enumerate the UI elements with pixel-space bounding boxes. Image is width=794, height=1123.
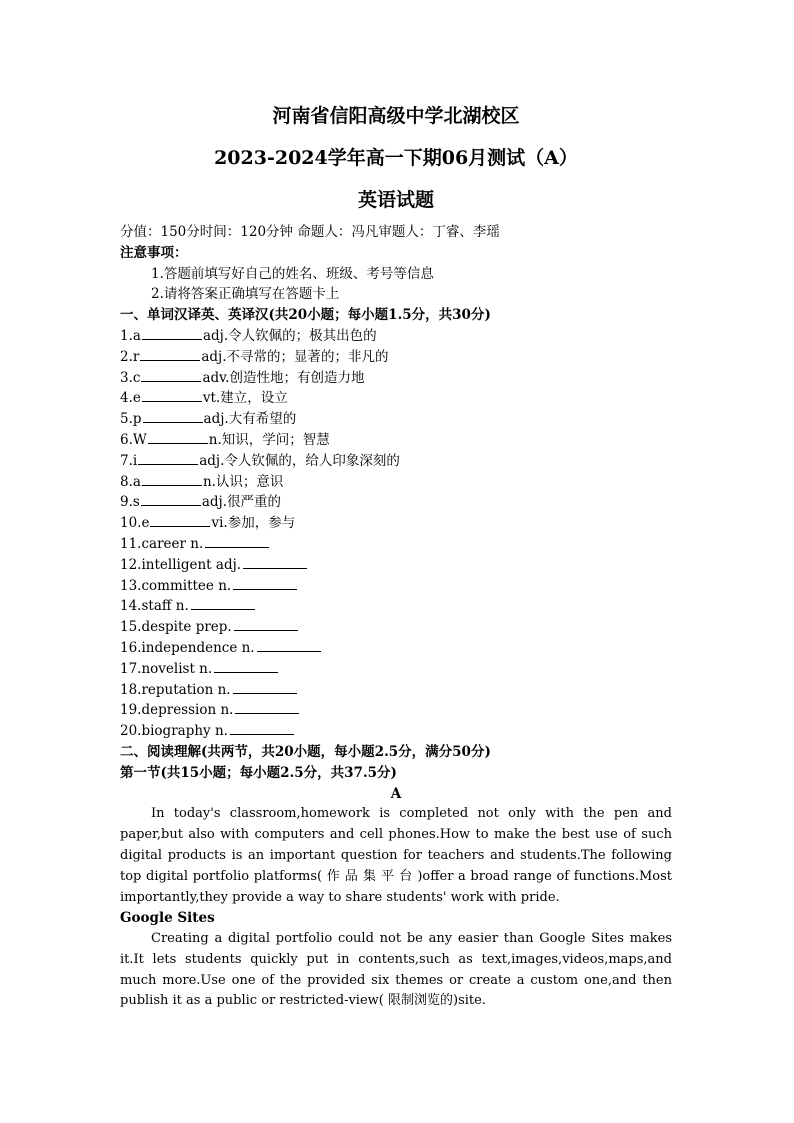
answer-blank[interactable] xyxy=(214,659,278,673)
answer-blank[interactable] xyxy=(233,680,297,694)
vocab-word: 17.novelist n. xyxy=(120,660,213,677)
answer-blank[interactable] xyxy=(243,555,307,569)
answer-blank[interactable] xyxy=(141,368,201,382)
exam-title: 2023-2024学年高一下期06月测试（A） xyxy=(214,147,578,169)
vocab-item xyxy=(120,409,672,430)
vocab-prefix: 3.c xyxy=(120,369,141,386)
vocab-hint: n.知识，学问；智慧 xyxy=(208,431,330,448)
vocab-item xyxy=(120,534,672,555)
passage-paragraph-1: In today's classroom,homework is completed not only with the pen and paper,but also with computers and cell phones.How to make the best use of such digital products is an important question for teachers and students.The following top digital portfolio platforms( 作 品 集 平 台 )offer a broad range of functions.Most importantly,they provide a way to share students' work with pride. xyxy=(120,806,672,905)
answer-blank[interactable] xyxy=(235,700,299,714)
vocab-en-list xyxy=(120,534,672,742)
passage-paragraph-2: Creating a digital portfolio could not be any easier than Google Sites makes it.It lets students quickly put in contents,such as text,images,videos,maps,and much more.Use one of the provided six themes or create a custom one,and then publish it as a public or restricted-view( 限制浏览的)site. xyxy=(120,931,672,1009)
vocab-hint: adj.不寻常的；显著的；非凡的 xyxy=(201,348,389,365)
school-title: 河南省信阳高级中学北湖校区 xyxy=(272,105,520,127)
vocab-word: 16.independence n. xyxy=(120,639,255,656)
vocab-item xyxy=(120,388,672,409)
vocab-word: 14.staff n. xyxy=(120,598,189,615)
vocab-item xyxy=(120,596,672,617)
vocab-word: 11.career n. xyxy=(120,535,204,552)
vocab-hint: adv.创造性地；有创造力地 xyxy=(202,369,365,386)
exam-page xyxy=(120,104,672,1012)
vocab-prefix: 1.a xyxy=(120,327,141,344)
vocab-hint: adj.大有希望的 xyxy=(203,411,297,428)
vocab-word: 12.intelligent adj. xyxy=(120,556,242,573)
answer-blank[interactable] xyxy=(191,596,255,610)
answer-blank[interactable] xyxy=(230,721,294,735)
answer-blank[interactable] xyxy=(141,492,201,506)
exam-info: 分值：150分时间：120分钟 命题人：冯凡审题人：丁睿、李瑶 xyxy=(120,224,500,240)
answer-blank[interactable] xyxy=(234,617,298,631)
vocab-item xyxy=(120,347,672,368)
vocab-hint: n.认识；意识 xyxy=(202,473,284,490)
vocab-prefix: 7.i xyxy=(120,452,138,469)
vocab-word: 18.reputation n. xyxy=(120,681,231,698)
vocab-word: 15.despite prep. xyxy=(120,619,232,636)
notice-item-2: 2.请将答案正确填写在答题卡上 xyxy=(151,286,340,303)
vocab-prefix: 8.a xyxy=(120,473,141,490)
subject-title: 英语试题 xyxy=(357,189,434,211)
section2-heading: 二、阅读理解(共两节，共20小题，每小题2.5分，满分50分) xyxy=(120,743,491,760)
vocab-item xyxy=(120,659,672,680)
google-sites-heading: Google Sites xyxy=(120,910,215,927)
answer-blank[interactable] xyxy=(138,451,198,465)
vocab-word: 13.committee n. xyxy=(120,577,232,594)
vocab-item xyxy=(120,451,672,472)
vocab-item xyxy=(120,513,672,534)
answer-blank[interactable] xyxy=(205,534,269,548)
vocab-item xyxy=(120,430,672,451)
vocab-item xyxy=(120,472,672,493)
vocab-hint: adj.令人钦佩的；极其出色的 xyxy=(202,327,377,344)
vocab-word: 19.depression n. xyxy=(120,702,234,719)
vocab-item xyxy=(120,555,672,576)
vocab-item xyxy=(120,326,672,347)
answer-blank[interactable] xyxy=(142,326,202,340)
answer-blank[interactable] xyxy=(142,388,202,402)
answer-blank[interactable] xyxy=(257,638,321,652)
section1-heading: 一、单词汉译英、英译汉(共20小题；每小题1.5分，共30分) xyxy=(120,307,491,324)
vocab-item xyxy=(120,617,672,638)
vocab-item xyxy=(120,638,672,659)
vocab-hint: vi.参加，参与 xyxy=(211,515,296,532)
passage-label: A xyxy=(390,785,402,802)
answer-blank[interactable] xyxy=(143,409,203,423)
answer-blank[interactable] xyxy=(142,472,202,486)
vocab-prefix: 6.W xyxy=(120,431,147,448)
notice-title: 注意事项： xyxy=(120,244,188,261)
part1-heading: 第一节(共15小题；每小题2.5分，共37.5分) xyxy=(120,764,397,781)
vocab-item xyxy=(120,576,672,597)
answer-blank[interactable] xyxy=(150,513,210,527)
vocab-prefix: 10.e xyxy=(120,515,150,532)
vocab-prefix: 5.p xyxy=(120,411,142,428)
notice-item-1: 1.答题前填写好自己的姓名、班级、考号等信息 xyxy=(151,265,434,282)
vocab-item xyxy=(120,368,672,389)
vocab-prefix: 9.s xyxy=(120,494,140,511)
vocab-prefix: 4.e xyxy=(120,390,141,407)
vocab-hint: adj.很严重的 xyxy=(201,494,281,511)
answer-blank[interactable] xyxy=(140,347,200,361)
vocab-word: 20.biography n. xyxy=(120,723,228,740)
vocab-item xyxy=(120,700,672,721)
vocab-cn-list xyxy=(120,326,672,534)
vocab-item xyxy=(120,680,672,701)
vocab-item xyxy=(120,721,672,742)
vocab-prefix: 2.r xyxy=(120,348,140,365)
vocab-hint: vt.建立，设立 xyxy=(202,390,288,407)
vocab-item xyxy=(120,492,672,513)
vocab-hint: adj.令人钦佩的，给人印象深刻的 xyxy=(199,452,400,469)
answer-blank[interactable] xyxy=(148,430,208,444)
answer-blank[interactable] xyxy=(233,576,297,590)
